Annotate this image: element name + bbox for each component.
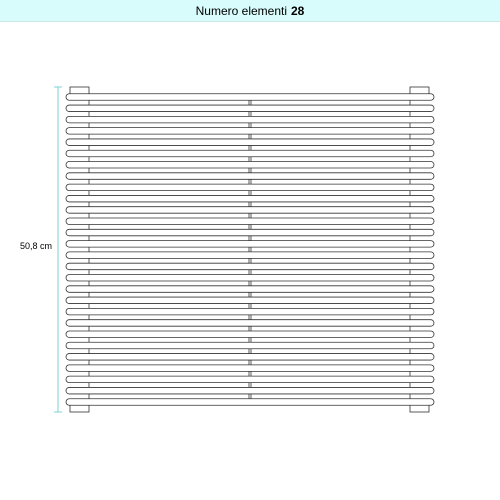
radiator-tube [66, 94, 434, 101]
radiator-tube [66, 139, 434, 146]
radiator-tube [66, 297, 434, 304]
radiator-tube [66, 105, 434, 112]
radiator-tube [66, 207, 434, 214]
radiator-tube [66, 320, 434, 327]
height-dimension-line [54, 87, 62, 412]
bottom-left-bracket [70, 405, 89, 412]
radiator-tube [66, 331, 434, 338]
element-count-value: 28 [291, 3, 305, 18]
element-count-label: Numero elementi [195, 3, 287, 18]
radiator-tube [66, 399, 434, 406]
radiator-tube [66, 342, 434, 349]
radiator-tube [66, 376, 434, 383]
bottom-right-bracket [410, 405, 429, 412]
radiator-tube [66, 365, 434, 372]
radiator-tube [66, 308, 434, 315]
radiator-tube [66, 241, 434, 248]
radiator-tubes [66, 94, 434, 406]
radiator-tube [66, 128, 434, 135]
radiator-tube [66, 116, 434, 123]
radiator-tube [66, 354, 434, 361]
radiator-tube [66, 173, 434, 180]
radiator-tube [66, 195, 434, 202]
radiator-tube [66, 218, 434, 225]
radiator-tube [66, 274, 434, 281]
radiator-tube [66, 150, 434, 157]
radiator-tube [66, 229, 434, 236]
radiator-tube [66, 263, 434, 270]
radiator-tube [66, 286, 434, 293]
radiator-tube [66, 252, 434, 259]
top-right-bracket [410, 87, 429, 94]
radiator-tube [66, 162, 434, 169]
radiator-tube [66, 184, 434, 191]
height-dimension-label: 50,8 cm [20, 241, 53, 251]
top-left-bracket [70, 87, 89, 94]
radiator-tube [66, 387, 434, 394]
